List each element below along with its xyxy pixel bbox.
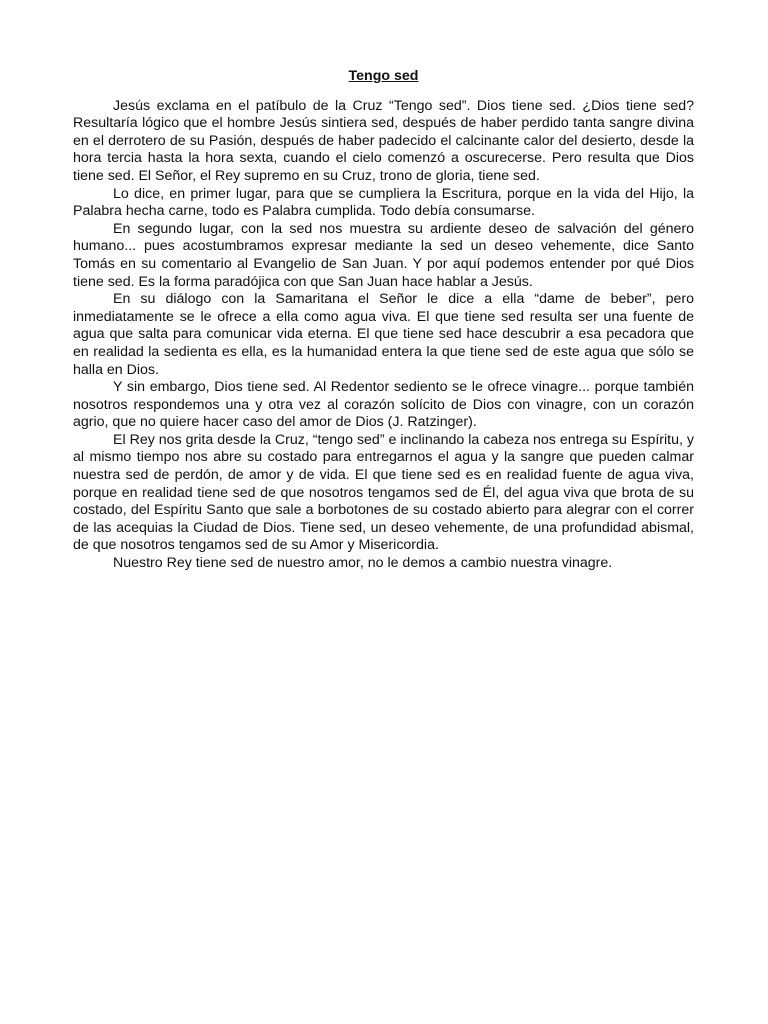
paragraph-5: Y sin embargo, Dios tiene sed. Al Redentor sediento se le ofrece vinagre... porque también nosotros respondemos una y otra vez al corazón solícito de Dios con vinagre, con un corazón agrio, que no quiere hacer caso del amor de Dios (J. Ratzinger). — [73, 379, 694, 431]
paragraph-3: En segundo lugar, con la sed nos muestra su ardiente deseo de salvación del género humano... pues acostumbramos expresar mediante la sed un deseo vehemente, dice Santo Tomás en su comentario al Evangelio de San Juan. Y por aquí podemos entender por qué Dios tiene sed. Es la forma paradójica con que San Juan hace hablar a Jesús. — [73, 220, 694, 290]
paragraph-2: Lo dice, en primer lugar, para que se cumpliera la Escritura, porque en la vida del Hijo, la Palabra hecha carne, todo es Palabra cumplida. Todo debía consumarse. — [73, 185, 694, 220]
document-page — [73, 68, 694, 573]
paragraph-1: Jesús exclama en el patíbulo de la Cruz “Tengo sed”. Dios tiene sed. ¿Dios tiene sed? Resultaría lógico que el hombre Jesús sintiera sed, después de haber perdido tanta sangre divina en el derrotero de su Pasión, después de haber padecido el calcinante calor del desierto, desde la hora tercia hasta la hora sexta, cuando el cielo comenzó a oscurecerse. Pero resulta que Dios tiene sed. El Señor, el Rey supremo en su Cruz, trono de gloria, tiene sed. — [73, 97, 694, 184]
document-title: Tengo sed — [348, 68, 419, 84]
paragraph-4: En su diálogo con la Samaritana el Señor le dice a ella “dame de beber”, pero inmediatamente se le ofrece a ella como agua viva. El que tiene sed resulta ser una fuente de agua que salta para comunicar vida eterna. El que tiene sed hace descubrir a esa pecadora que en realidad la sedienta es ella, es la humanidad entera la que tiene sed de este agua que sólo se halla en Dios. — [73, 291, 694, 378]
paragraph-7: Nuestro Rey tiene sed de nuestro amor, no le demos a cambio nuestra vinagre. — [113, 555, 613, 572]
paragraph-6: El Rey nos grita desde la Cruz, “tengo sed” e inclinando la cabeza nos entrega su Espíritu, y al mismo tiempo nos abre su costado para entregarnos el agua y la sangre que pueden calmar nuestra sed de perdón, de amor y de vida. El que tiene sed es en realidad fuente de agua viva, porque en realidad tiene sed de que nosotros tengamos sed de Él, del agua viva que brota de su costado, del Espíritu Santo que sale a borbotones de su costado abierto para alegrar con el correr de las acequias la Ciudad de Dios. Tiene sed, un deseo vehemente, de una profundidad abismal, de que nosotros tengamos sed de su Amor y Misericordia. — [73, 431, 694, 554]
